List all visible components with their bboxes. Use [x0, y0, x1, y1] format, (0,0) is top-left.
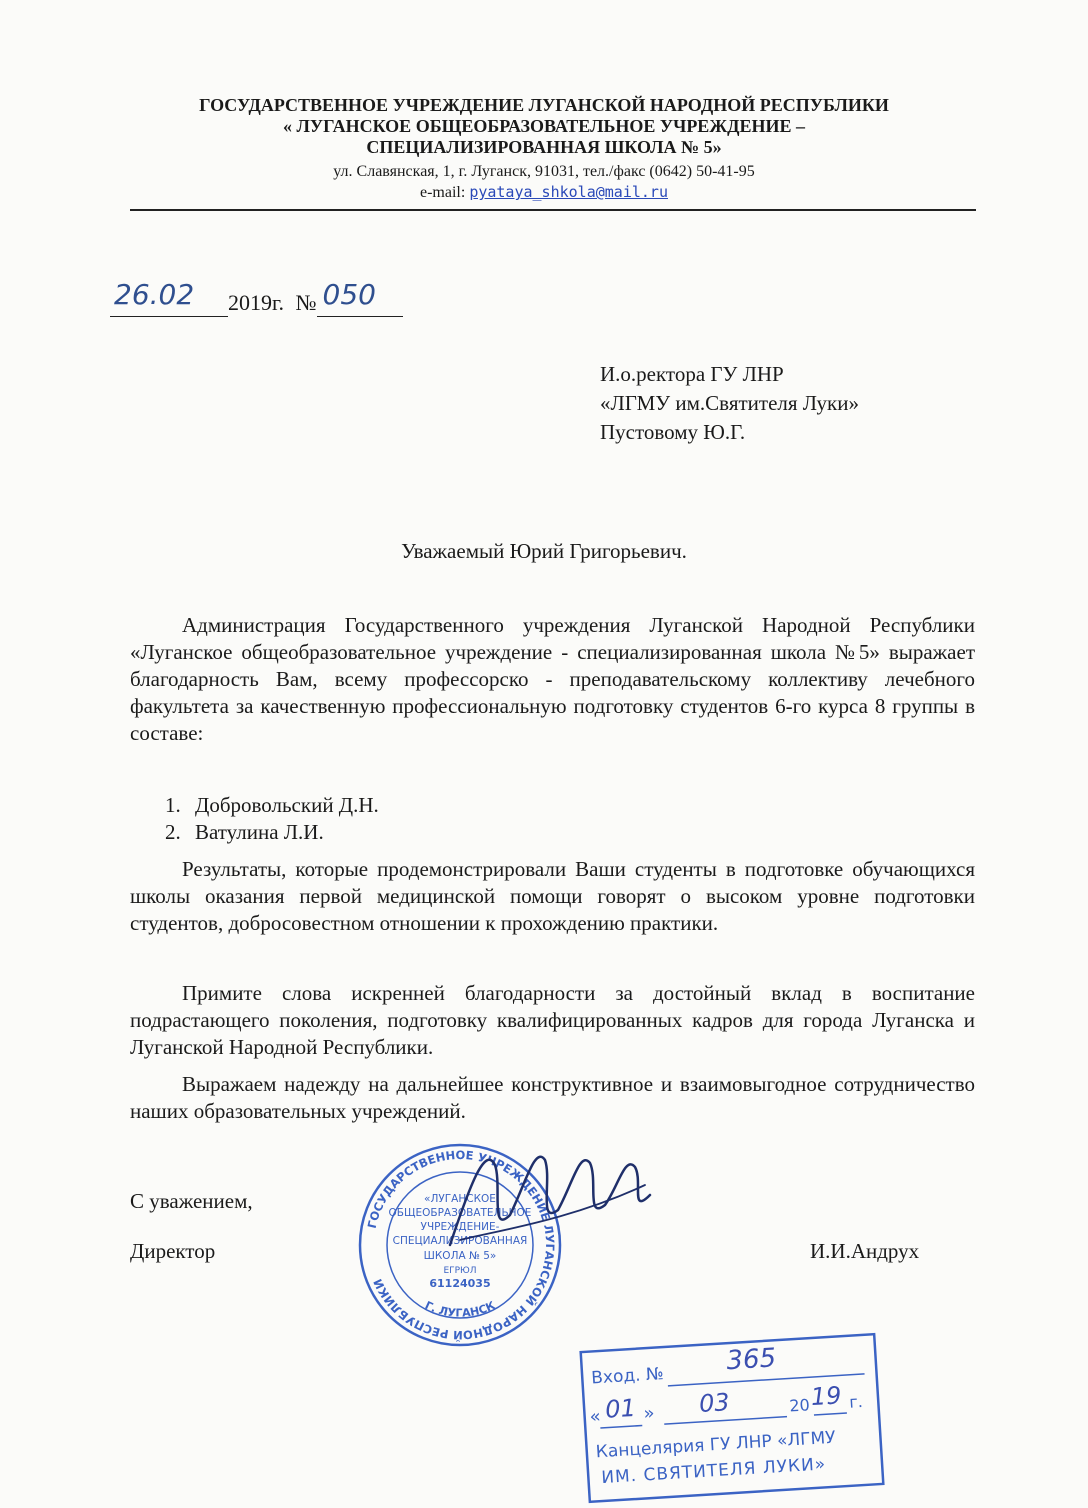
paragraph-cooperation: Выражаем надежду на дальнейшее конструктивное и взаимовыгодное сотрудничество наших образовательных учреждений. — [130, 1072, 975, 1123]
seal-center-line: ЕГРЮЛ — [443, 1266, 477, 1276]
letterhead-rule — [130, 209, 976, 211]
incoming-year-suffix: г. — [848, 1392, 864, 1412]
list-item: 2. Ватулина Л.И. — [165, 820, 324, 844]
incoming-month-handwritten: 03 — [698, 1388, 731, 1418]
incoming-stamp — [578, 1331, 887, 1505]
addressee-block — [600, 360, 859, 447]
letterhead-email-line — [0, 183, 1088, 202]
paragraph-thanks: Примите слова искренней благодарности за достойный вклад в воспитание подрастающего поколения, подготовку квалифицированных кадров для города Луганска и Луганской Народной Республики. — [130, 981, 975, 1059]
seal-center-line: ОБЩЕОБРАЗОВАТЕЛЬНОЕ — [388, 1207, 532, 1219]
seal-ring-text: ГОСУДАРСТВЕННОЕ УЧРЕЖДЕНИЕ ЛУГАНСКОЙ НАРОДНОЙ РЕСПУБЛИКИ — [364, 1147, 558, 1343]
date-handwritten: 26.02 — [114, 278, 195, 311]
incoming-number-label: Вход. № — [590, 1364, 665, 1389]
list-item: 1. Добровольский Д.Н. — [165, 793, 379, 817]
students-list — [165, 792, 379, 846]
incoming-date-quote-close: » — [642, 1402, 656, 1425]
seal-center-line: УЧРЕЖДЕНИЕ- — [420, 1221, 500, 1233]
year-text: 2019г. — [228, 290, 285, 315]
incoming-year-prefix: 20 — [788, 1395, 811, 1416]
signer-name: И.И.Андрух — [810, 1239, 920, 1263]
incoming-year-handwritten: 19 — [810, 1381, 843, 1412]
number-handwritten: 050 — [322, 278, 376, 311]
seal-center-line: ШКОЛА № 5» — [423, 1250, 497, 1262]
director-signature — [440, 1125, 660, 1265]
addressee-line-3: Пустовому Ю.Г. — [600, 420, 746, 444]
number-field — [317, 278, 403, 317]
addressee-line-1: И.о.ректора ГУ ЛНР — [600, 362, 784, 386]
incoming-office-line-1: Канцелярия ГУ ЛНР «ЛГМУ — [595, 1427, 837, 1463]
addressee-line-2: «ЛГМУ им.Святителя Луки» — [600, 391, 859, 415]
date-field — [110, 278, 228, 317]
incoming-office-line-2: ИМ. СВЯТИТЕЛЯ ЛУКИ» — [600, 1454, 827, 1489]
closing-regards: С уважением, — [130, 1189, 253, 1213]
seal-center-line: «ЛУГАНСКОЕ — [424, 1193, 496, 1205]
email-label: e-mail: — [420, 184, 470, 201]
letterhead-line-1: ГОСУДАРСТВЕННОЕ УЧРЕЖДЕНИЕ ЛУГАНСКОЙ НАРОДНОЙ РЕСПУБЛИКИ — [199, 95, 889, 115]
letterhead-line-3: СПЕЦИАЛИЗИРОВАННАЯ ШКОЛА № 5» — [366, 137, 722, 157]
letterhead-line-2: « ЛУГАНСКОЕ ОБЩЕОБРАЗОВАТЕЛЬНОЕ УЧРЕЖДЕНИЕ – — [282, 116, 806, 136]
incoming-day-handwritten: 01 — [604, 1393, 637, 1424]
number-label: № — [295, 290, 317, 315]
letterhead-address: ул. Славянская, 1, г. Луганск, 91031, тел./факс (0642) 50-41-95 — [333, 163, 755, 180]
signer-position: Директор — [130, 1239, 216, 1263]
incoming-number-handwritten: 365 — [725, 1343, 777, 1377]
email-link[interactable]: pyataya_shkola@mail.ru — [469, 183, 668, 201]
seal-center-line: 61124035 — [429, 1277, 491, 1290]
salutation: Уважаемый Юрий Григорьевич. — [401, 539, 687, 563]
incoming-date-quote-open: « — [589, 1406, 602, 1428]
paragraph-gratitude: Администрация Государственного учреждения Луганской Народной Республики «Луганское общеобразовательное учреждение - специализированная школа №5» выражает благодарность Вам, всему профессорско - преподавательскому коллективу лечебного факультета за качественную профессиональную подготовку студентов 6-го курса 8 группы в составе: — [130, 613, 975, 745]
seal-center-line: СПЕЦИАЛИЗИРОВАННАЯ — [392, 1235, 528, 1247]
reference-line — [110, 278, 403, 317]
paragraph-results: Результаты, которые продемонстрировали Ваши студенты в подготовке обучающихся школы оказания первой медицинской помощи говорят о высоком уровне подготовки студентов, добросовестном отношении к прохождению практики. — [130, 857, 975, 935]
seal-bottom-text: Г. ЛУГАНСК — [422, 1298, 498, 1320]
